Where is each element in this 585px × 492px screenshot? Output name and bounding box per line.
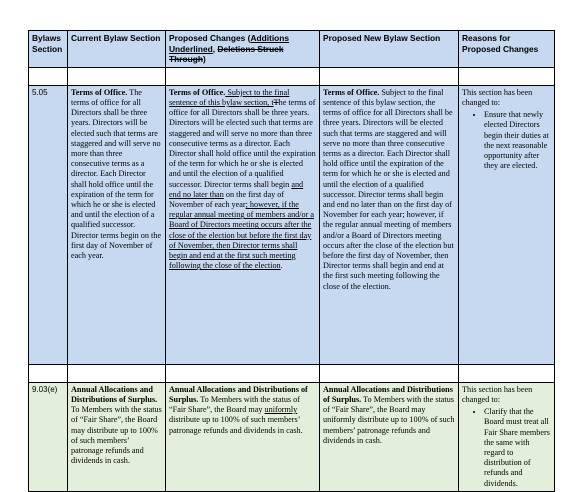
header-section: Bylaws Section bbox=[29, 31, 68, 68]
changes-addition: ; however, if the regular annual meeting of members and/or a Board of Directors meeting occurs after the close of the election but before the first day of November, then Director terms shall begin and end at the first such meeting following the close of the election bbox=[169, 200, 315, 271]
changes-addition: uniformly bbox=[264, 405, 298, 415]
changes-deletion: T bbox=[273, 97, 279, 107]
reason-intro: This section has been changed to: bbox=[462, 384, 533, 404]
header-proposed-changes-prefix: Proposed Changes ( bbox=[169, 33, 251, 43]
header-deletions-struck: Deletions Struck Through bbox=[169, 43, 284, 65]
current-body: To Members with the status of “Fair Share”, the Board may distribute up to 100% of such members’ patronage refunds and dividends in cash. bbox=[71, 405, 162, 466]
changes-text: on the first day of November of each year bbox=[169, 189, 285, 210]
header-proposed-new: Proposed New Bylaw Section bbox=[320, 31, 459, 68]
bylaw-document-frame bbox=[28, 30, 554, 488]
table-row bbox=[29, 85, 555, 364]
current-bylaw-cell bbox=[68, 382, 166, 491]
header-proposed-changes bbox=[166, 31, 320, 68]
reason-intro: This section has been changed to: bbox=[462, 87, 533, 107]
header-current: Current Bylaw Section bbox=[68, 31, 166, 68]
new-body: Subject to the final sentence of this bylaw section, the terms of office for all Directors shall be three years. Directors will be elected such that terms are staggered and will serve no more than three consecutive terms as a director. Each Director shall hold office until the expiration of the term for which he or she is elected and until the election of a qualified successor. Director terms shall begin and end no later than on the first day of November for each year; however, if the regular annual meeting of members and/or a Board of Directors meeting occurs after the close of the election but before the first day of November, then Director terms shall begin and end at the first such meeting following the close of the election. bbox=[323, 87, 454, 291]
changes-title: Annual Allocations and Distributions of Surplus. bbox=[169, 384, 308, 404]
proposed-new-cell bbox=[320, 85, 459, 364]
header-reasons: Reasons for Proposed Changes bbox=[459, 31, 555, 68]
changes-title: Terms of Office. bbox=[169, 87, 226, 97]
section-number: 9.03(e) bbox=[29, 382, 68, 491]
changes-addition: Subject to the final sentence of this bylaw section, t bbox=[169, 87, 290, 107]
reason-list bbox=[462, 407, 551, 489]
changes-addition: and end no later than bbox=[169, 179, 304, 199]
header-proposed-changes-suffix: ) bbox=[202, 54, 206, 65]
reason-list bbox=[462, 110, 551, 171]
table-header-row bbox=[29, 31, 555, 68]
current-body: The terms of office for all Directors shall be three years. Directors will be elected such that terms are staggered and will serve no more than three consecutive terms as a director. Each Director shall hold office until the expiration of the term for which he or she is elected and until the election of a qualified successor. Director terms begin on the first day of November of each year. bbox=[71, 87, 162, 261]
bylaw-changes-table bbox=[28, 30, 555, 492]
changes-text: he terms of office for all Directors shall be three years. Directors will be elected such that terms are staggered and will serve no more than three consecutive terms as a director. Each Director shall hold office until the expiration of the term for which he or she is elected and until the election of a qualified successor. Director terms shall begin bbox=[169, 97, 316, 189]
table-row bbox=[29, 382, 555, 491]
proposed-changes-cell bbox=[166, 85, 320, 364]
current-bylaw-cell bbox=[68, 85, 166, 364]
table-spacer-row bbox=[29, 364, 555, 382]
header-additions-underlined: Additions Underlined bbox=[169, 33, 290, 54]
proposed-changes-cell bbox=[166, 382, 320, 491]
current-title: Terms of Office. bbox=[71, 87, 128, 97]
table-spacer-row bbox=[29, 67, 555, 85]
reasons-cell bbox=[459, 382, 555, 491]
proposed-new-cell bbox=[320, 382, 459, 491]
changes-text: distribute up to 100% of such members’ patronage refunds and dividends in cash. bbox=[169, 415, 303, 435]
changes-text: To Members with the status of “Fair Share”, the Board may bbox=[169, 394, 300, 415]
current-title: Annual Allocations and Distributions of Surplus. bbox=[71, 384, 158, 404]
header-proposed-changes-sep: , bbox=[212, 43, 218, 54]
new-title: Annual Allocations and Distributions of Surplus. bbox=[323, 384, 453, 404]
section-number: 5.05 bbox=[29, 85, 68, 364]
changes-text: . bbox=[280, 261, 283, 271]
reason-item: • Clarify that the Board must treat all Fair Share members the same with regard to distribution of refunds and dividends. bbox=[484, 407, 551, 489]
reasons-cell bbox=[459, 85, 555, 364]
reason-item: • Ensure that newly elected Directors begin their duties at the next reasonable opportunity after they are elected. bbox=[484, 110, 551, 171]
new-body: To Members with the status of “Fair Share”, the Board may uniformly distribute up to 100% of such members’ patronage refunds and dividends in cash. bbox=[323, 394, 455, 445]
new-title: Terms of Office. bbox=[323, 87, 380, 97]
